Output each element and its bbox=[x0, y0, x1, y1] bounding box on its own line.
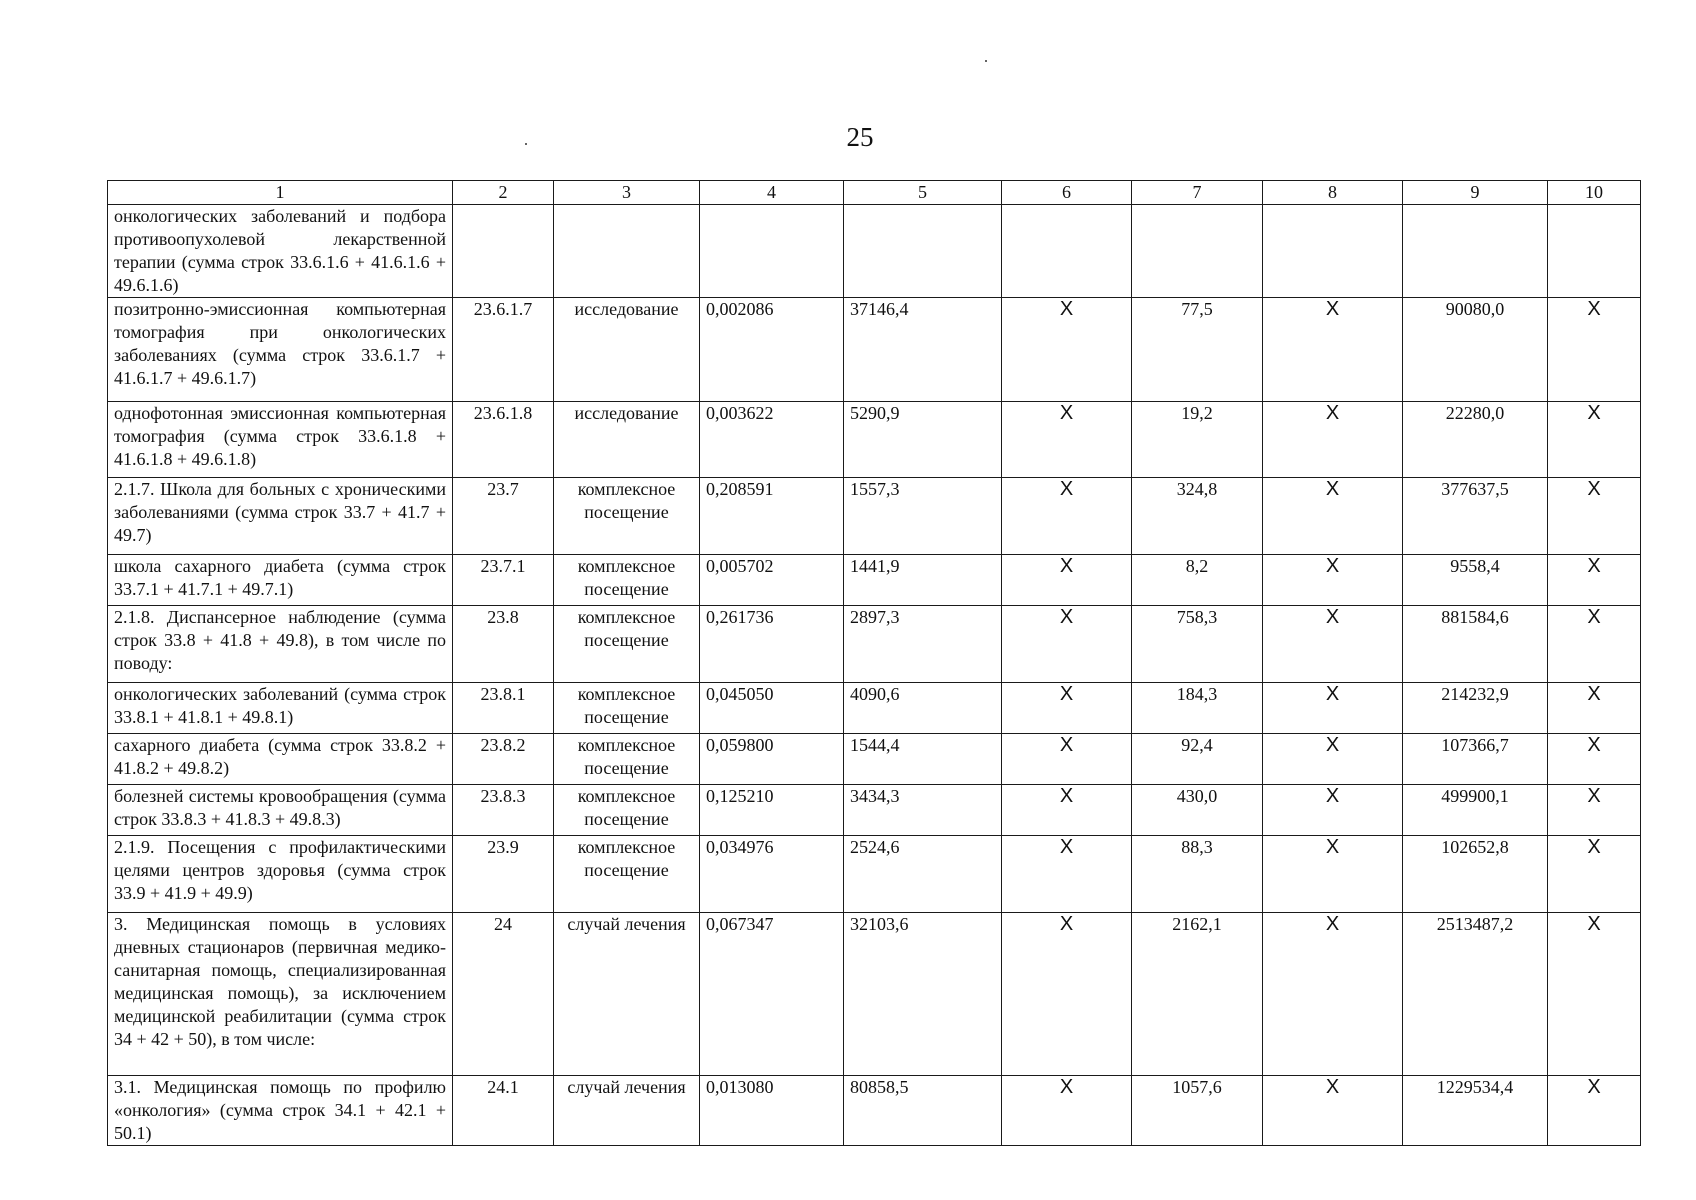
page-number: 25 bbox=[846, 122, 874, 152]
column-header: 6 bbox=[1002, 181, 1132, 205]
column-header: 1 bbox=[108, 181, 453, 205]
column-header: 8 bbox=[1263, 181, 1403, 205]
row-name: онкологических заболеваний и подбора противоопухолевой лекарственной терапии (сумма строк 33.6.1.6 + 41.6.1.6 + 49.6.1.6) bbox=[108, 205, 453, 298]
row-col4: 0,067347 bbox=[700, 913, 844, 1076]
table-row bbox=[108, 836, 1641, 913]
row-unit: комплексное посещение bbox=[554, 785, 700, 836]
row-col4: 0,002086 bbox=[700, 298, 844, 402]
row-code: 23.8.1 bbox=[453, 683, 554, 734]
row-col6 bbox=[1002, 205, 1132, 298]
scan-speck bbox=[525, 143, 527, 145]
row-col8 bbox=[1263, 205, 1403, 298]
row-col8: Х bbox=[1263, 402, 1403, 478]
row-unit: комплексное посещение bbox=[554, 555, 700, 606]
row-col10: Х bbox=[1548, 913, 1641, 1076]
row-code: 23.7.1 bbox=[453, 555, 554, 606]
row-unit: случай лечения bbox=[554, 913, 700, 1076]
row-col10: Х bbox=[1548, 683, 1641, 734]
row-col5: 2524,6 bbox=[844, 836, 1002, 913]
row-col5: 4090,6 bbox=[844, 683, 1002, 734]
row-unit: комплексное посещение bbox=[554, 478, 700, 555]
row-col9: 377637,5 bbox=[1403, 478, 1548, 555]
row-unit: случай лечения bbox=[554, 1076, 700, 1146]
row-col6: Х bbox=[1002, 298, 1132, 402]
row-unit: комплексное посещение bbox=[554, 836, 700, 913]
table-row bbox=[108, 606, 1641, 683]
row-col9: 9558,4 bbox=[1403, 555, 1548, 606]
row-col4: 0,034976 bbox=[700, 836, 844, 913]
row-col7: 758,3 bbox=[1132, 606, 1263, 683]
column-header: 9 bbox=[1403, 181, 1548, 205]
row-col4: 0,005702 bbox=[700, 555, 844, 606]
row-code bbox=[453, 205, 554, 298]
row-col10: Х bbox=[1548, 606, 1641, 683]
table-row bbox=[108, 555, 1641, 606]
row-code: 23.6.1.7 bbox=[453, 298, 554, 402]
row-col10: Х bbox=[1548, 555, 1641, 606]
row-code: 23.9 bbox=[453, 836, 554, 913]
row-name: однофотонная эмиссионная компьютерная томография (сумма строк 33.6.1.8 + 41.6.1.8 + 49.6.1.8) bbox=[108, 402, 453, 478]
row-col6: Х bbox=[1002, 555, 1132, 606]
table-row bbox=[108, 1076, 1641, 1146]
column-header: 2 bbox=[453, 181, 554, 205]
column-header: 3 bbox=[554, 181, 700, 205]
row-col9 bbox=[1403, 205, 1548, 298]
table-row bbox=[108, 785, 1641, 836]
row-col5: 1557,3 bbox=[844, 478, 1002, 555]
row-col9: 499900,1 bbox=[1403, 785, 1548, 836]
row-col9: 1229534,4 bbox=[1403, 1076, 1548, 1146]
row-col6: Х bbox=[1002, 836, 1132, 913]
row-col4: 0,013080 bbox=[700, 1076, 844, 1146]
row-col9: 90080,0 bbox=[1403, 298, 1548, 402]
row-col8: Х bbox=[1263, 913, 1403, 1076]
row-col7: 77,5 bbox=[1132, 298, 1263, 402]
row-code: 23.8.3 bbox=[453, 785, 554, 836]
row-name: онкологических заболеваний (сумма строк 33.8.1 + 41.8.1 + 49.8.1) bbox=[108, 683, 453, 734]
row-col10: Х bbox=[1548, 1076, 1641, 1146]
row-col7: 92,4 bbox=[1132, 734, 1263, 785]
row-col7: 2162,1 bbox=[1132, 913, 1263, 1076]
row-col5: 1544,4 bbox=[844, 734, 1002, 785]
row-col10 bbox=[1548, 205, 1641, 298]
row-col9: 102652,8 bbox=[1403, 836, 1548, 913]
row-col5: 3434,3 bbox=[844, 785, 1002, 836]
row-col4: 0,003622 bbox=[700, 402, 844, 478]
column-header: 4 bbox=[700, 181, 844, 205]
row-name: 2.1.8. Диспансерное наблюдение (сумма строк 33.8 + 41.8 + 49.8), в том числе по поводу: bbox=[108, 606, 453, 683]
row-col9: 107366,7 bbox=[1403, 734, 1548, 785]
row-col8: Х bbox=[1263, 734, 1403, 785]
table-row bbox=[108, 913, 1641, 1076]
row-col8: Х bbox=[1263, 478, 1403, 555]
row-col7: 1057,6 bbox=[1132, 1076, 1263, 1146]
row-col5: 32103,6 bbox=[844, 913, 1002, 1076]
row-col7: 88,3 bbox=[1132, 836, 1263, 913]
data-table bbox=[107, 180, 1641, 1146]
row-code: 23.6.1.8 bbox=[453, 402, 554, 478]
row-code: 23.7 bbox=[453, 478, 554, 555]
row-col10: Х bbox=[1548, 478, 1641, 555]
row-unit: комплексное посещение bbox=[554, 606, 700, 683]
row-unit bbox=[554, 205, 700, 298]
row-col6: Х bbox=[1002, 1076, 1132, 1146]
row-name: позитронно-эмиссионная компьютерная томография при онкологических заболеваниях (сумма строк 33.6.1.7 + 41.6.1.7 + 49.6.1.7) bbox=[108, 298, 453, 402]
row-col7: 8,2 bbox=[1132, 555, 1263, 606]
row-unit: исследование bbox=[554, 402, 700, 478]
row-col7 bbox=[1132, 205, 1263, 298]
row-col7: 184,3 bbox=[1132, 683, 1263, 734]
row-col6: Х bbox=[1002, 606, 1132, 683]
row-col10: Х bbox=[1548, 298, 1641, 402]
row-col8: Х bbox=[1263, 298, 1403, 402]
table-row bbox=[108, 734, 1641, 785]
row-col5: 37146,4 bbox=[844, 298, 1002, 402]
row-name: сахарного диабета (сумма строк 33.8.2 + 41.8.2 + 49.8.2) bbox=[108, 734, 453, 785]
row-col8: Х bbox=[1263, 555, 1403, 606]
row-col10: Х bbox=[1548, 836, 1641, 913]
row-col9: 22280,0 bbox=[1403, 402, 1548, 478]
row-col4: 0,045050 bbox=[700, 683, 844, 734]
row-name: 2.1.9. Посещения с профилактическими целями центров здоровья (сумма строк 33.9 + 41.9 + 49.9) bbox=[108, 836, 453, 913]
table-row bbox=[108, 683, 1641, 734]
table-row bbox=[108, 402, 1641, 478]
row-code: 23.8 bbox=[453, 606, 554, 683]
row-col8: Х bbox=[1263, 1076, 1403, 1146]
row-col4 bbox=[700, 205, 844, 298]
row-col9: 881584,6 bbox=[1403, 606, 1548, 683]
row-name: болезней системы кровообращения (сумма строк 33.8.3 + 41.8.3 + 49.8.3) bbox=[108, 785, 453, 836]
row-col6: Х bbox=[1002, 478, 1132, 555]
row-col5: 5290,9 bbox=[844, 402, 1002, 478]
column-header: 7 bbox=[1132, 181, 1263, 205]
row-col4: 0,125210 bbox=[700, 785, 844, 836]
row-col10: Х bbox=[1548, 402, 1641, 478]
row-col10: Х bbox=[1548, 785, 1641, 836]
row-col6: Х bbox=[1002, 683, 1132, 734]
row-code: 24.1 bbox=[453, 1076, 554, 1146]
row-code: 23.8.2 bbox=[453, 734, 554, 785]
row-col4: 0,208591 bbox=[700, 478, 844, 555]
row-col8: Х bbox=[1263, 785, 1403, 836]
row-col5: 80858,5 bbox=[844, 1076, 1002, 1146]
row-col6: Х bbox=[1002, 402, 1132, 478]
row-col4: 0,059800 bbox=[700, 734, 844, 785]
column-header: 10 bbox=[1548, 181, 1641, 205]
row-col9: 2513487,2 bbox=[1403, 913, 1548, 1076]
row-col6: Х bbox=[1002, 913, 1132, 1076]
row-name: 2.1.7. Школа для больных с хроническими заболеваниями (сумма строк 33.7 + 41.7 + 49.7) bbox=[108, 478, 453, 555]
row-col4: 0,261736 bbox=[700, 606, 844, 683]
row-col5: 1441,9 bbox=[844, 555, 1002, 606]
row-name: 3.1. Медицинская помощь по профилю «онкология» (сумма строк 34.1 + 42.1 + 50.1) bbox=[108, 1076, 453, 1146]
header-row bbox=[108, 181, 1641, 205]
row-col5 bbox=[844, 205, 1002, 298]
row-name: школа сахарного диабета (сумма строк 33.7.1 + 41.7.1 + 49.7.1) bbox=[108, 555, 453, 606]
row-col8: Х bbox=[1263, 606, 1403, 683]
row-col7: 19,2 bbox=[1132, 402, 1263, 478]
row-col10: Х bbox=[1548, 734, 1641, 785]
row-col9: 214232,9 bbox=[1403, 683, 1548, 734]
row-col7: 324,8 bbox=[1132, 478, 1263, 555]
row-unit: комплексное посещение bbox=[554, 734, 700, 785]
row-col6: Х bbox=[1002, 785, 1132, 836]
row-code: 24 bbox=[453, 913, 554, 1076]
row-unit: исследование bbox=[554, 298, 700, 402]
column-header: 5 bbox=[844, 181, 1002, 205]
row-col8: Х bbox=[1263, 683, 1403, 734]
row-col7: 430,0 bbox=[1132, 785, 1263, 836]
table-row bbox=[108, 205, 1641, 298]
table-row bbox=[108, 298, 1641, 402]
scan-speck bbox=[985, 60, 987, 62]
row-col8: Х bbox=[1263, 836, 1403, 913]
row-col6: Х bbox=[1002, 734, 1132, 785]
row-col5: 2897,3 bbox=[844, 606, 1002, 683]
row-name: 3. Медицинская помощь в условиях дневных стационаров (первичная медико-санитарная помощь, специализированная медицинская помощь), за исключением медицинской реабилитации (сумма строк 34 + 42 + 50), в том числе: bbox=[108, 913, 453, 1076]
table-row bbox=[108, 478, 1641, 555]
row-unit: комплексное посещение bbox=[554, 683, 700, 734]
